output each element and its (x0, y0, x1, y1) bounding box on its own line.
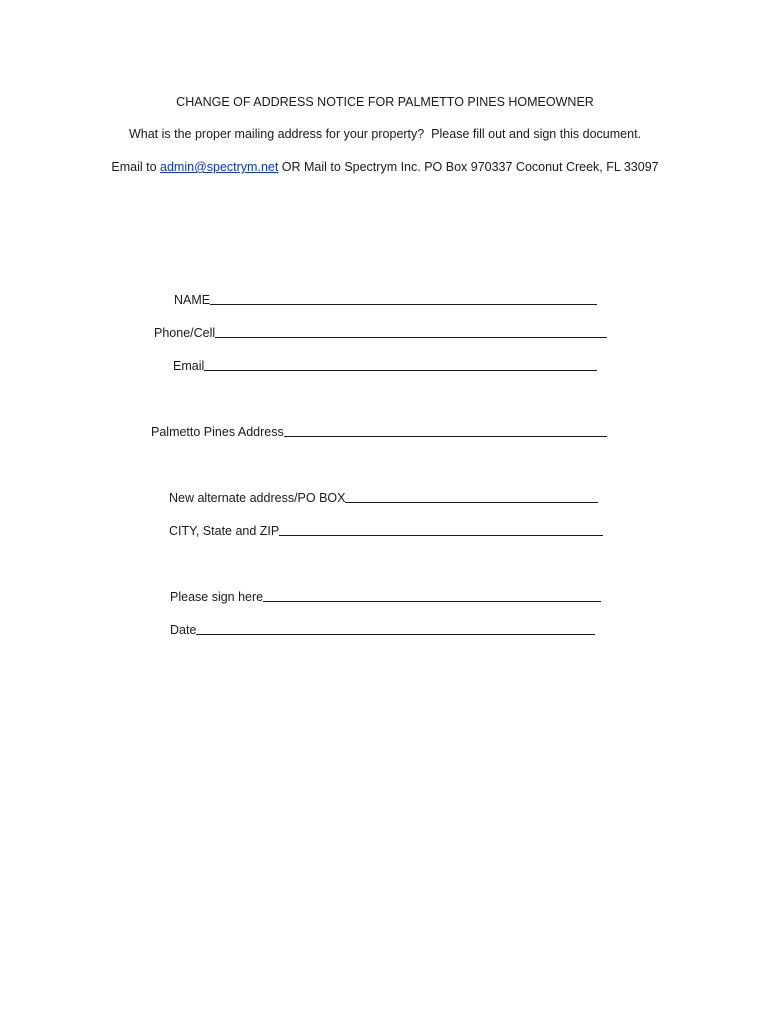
email-field (173, 357, 597, 374)
city-state-zip-field (169, 522, 603, 539)
email-label: Email (173, 359, 205, 373)
signature-label: Please sign here (170, 590, 264, 604)
phone-blank[interactable] (215, 325, 607, 338)
palmetto-address-field (151, 423, 607, 440)
date-blank[interactable] (196, 622, 595, 635)
instruction-text: What is the proper mailing address for your property? Please fill out and sign this document. (128, 127, 642, 141)
palmetto-address-label: Palmetto Pines Address (151, 425, 284, 439)
contact-instructions (0, 159, 770, 175)
alternate-address-blank[interactable] (345, 490, 598, 503)
city-state-zip-label: CITY, State and ZIP (169, 524, 280, 538)
email-blank[interactable] (204, 358, 597, 371)
city-state-zip-blank[interactable] (279, 523, 603, 536)
name-field (174, 291, 597, 308)
name-blank[interactable] (210, 292, 597, 305)
document-title: CHANGE OF ADDRESS NOTICE FOR PALMETTO PINES HOMEOWNER (176, 95, 594, 109)
date-field (170, 621, 595, 638)
alternate-address-field (169, 489, 598, 506)
palmetto-address-blank[interactable] (284, 424, 607, 437)
email-link[interactable]: admin@spectrym.net (160, 160, 279, 174)
name-label: NAME (174, 293, 211, 307)
contact-prefix: Email to (111, 160, 161, 174)
signature-field (170, 588, 601, 605)
signature-blank[interactable] (263, 589, 601, 602)
contact-suffix: OR Mail to Spectrym Inc. PO Box 970337 Coconut Creek, FL 33097 (278, 160, 659, 174)
phone-field (154, 324, 607, 341)
alternate-address-label: New alternate address/PO BOX (169, 491, 346, 505)
date-label: Date (170, 623, 197, 637)
phone-label: Phone/Cell (154, 326, 216, 340)
